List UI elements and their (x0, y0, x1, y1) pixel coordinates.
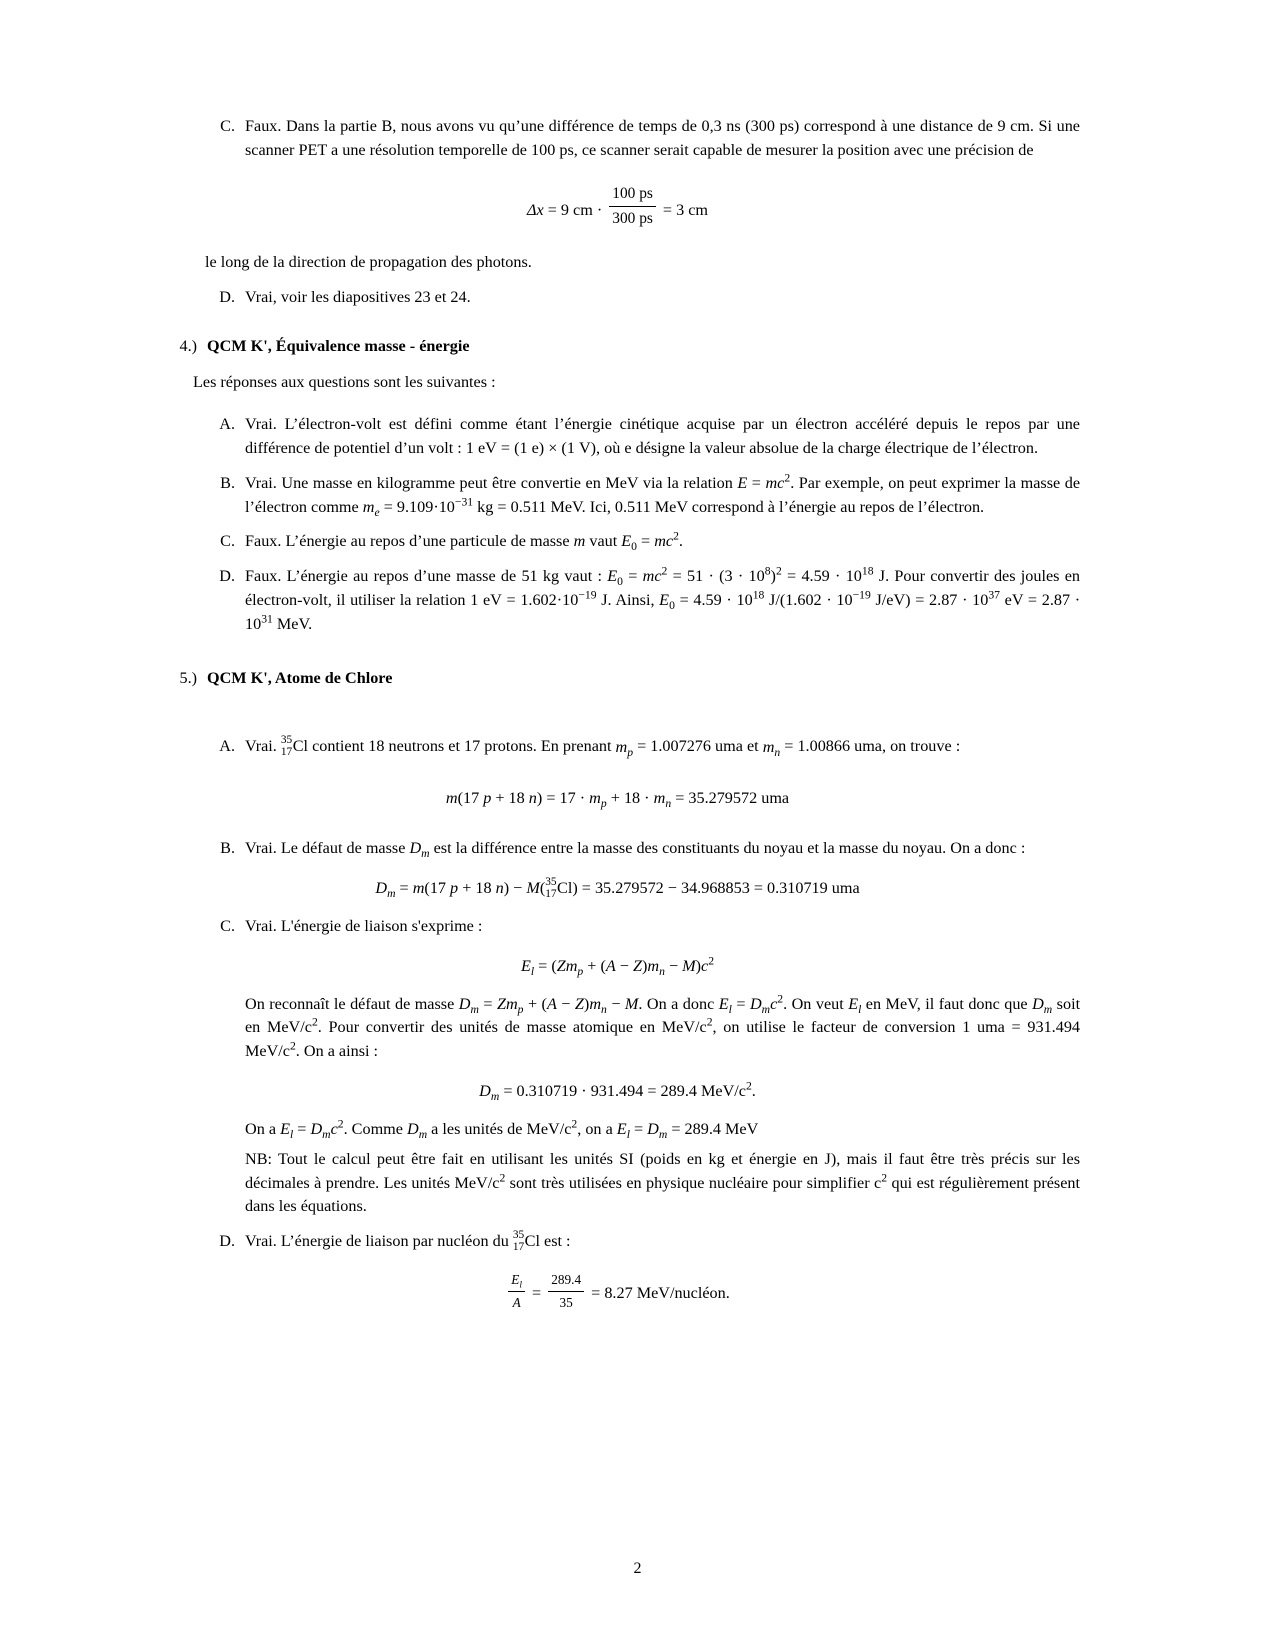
answer-item-5c (205, 915, 1080, 939)
equation-mass-defect: $D_m = m(17$ p + 18 n) − M( 35 17 Cl) = 35.279572 − 34.968853 = 0.310719 uma (375, 876, 860, 901)
answer-item-3c (205, 115, 1080, 163)
answer-text: Vrai. L’énergie de liaison par nucléon du 35 17 Cl est : (245, 1229, 571, 1253)
equation-binding-energy: $E_l = (Zm_p + (A - Z)m_n - M)c^2$ (520, 954, 715, 979)
question-title: QCM K', Atome de Chlore (207, 668, 393, 687)
answer-text: Vrai. L'énergie de liaison s'exprime : (245, 917, 483, 935)
answer-text: Vrai. Le défaut de masse $D_m$ est la différence entre la masse des constituants du noyau et la masse du noyau. On a donc : (245, 839, 1026, 861)
answer-text: Vrai. 35 17 Cl contient 18 neutrons et 17 protons. En prenant $m_p = 1.007276$ uma et $m_n = 1.00866$ uma, on trouve : (245, 734, 961, 759)
question-heading-5 (155, 667, 1080, 691)
answer-label: A. (219, 737, 235, 756)
answer-item-5d (205, 1230, 1080, 1254)
answer-text: Vrai. L’électron-volt est défini comme étant l’énergie cinétique acquise par un électron accéléré depuis le repos par une différence de potentiel d’un volt : 1 eV = (1 e) × (1 V), où e désigne la valeur absolue de la charge électrique de l’électron. (245, 415, 1080, 457)
page-number: 2 (633, 1560, 642, 1577)
answer-label: C. (220, 532, 235, 551)
answer-label: C. (220, 117, 235, 135)
answer-text: Faux. L’énergie au repos d’une masse de 51 kg vaut : $E_0 = mc^2 = 51 \cdot (3 \cdot 10^8)^2 = 4.59 \cdot 10^{18}$ J. Pour convertir des joules en électron-volt, il utiliser la relation 1 eV = $1.602\cdot 10^{-19}$ J. Ainsi, $E_0 = 4.59 \cdot 10^{18}$ $J/(1.602 \cdot 10^{-19}$ $J/eV) = 2.87 \cdot 10^{37}$ eV = $2.87 \cdot 10^{31}$ MeV. (245, 564, 1081, 633)
question-number: 4.) (179, 337, 197, 356)
answer-item-4c (205, 530, 1080, 554)
document-body (155, 115, 1080, 1312)
question-heading-4 (155, 335, 1080, 359)
paragraph-5c-1: On reconnaît le défaut de masse $D_m = Zm_p + (A - Z)m_n - M$. On a donc $E_l = D_mc^2$. On veut $E_l$ en MeV, il faut donc que $D_m$ soit en MeV/$c^2$. Pour convertir des unités de masse atomique en MeV/$c^2$, on utilise le facteur de conversion 1 uma = 931.494 MeV/$c^2$. On a ainsi : (245, 992, 1081, 1061)
answer-item-5b (205, 837, 1080, 861)
answer-text: Faux. Dans la partie B, nous avons vu qu’une différence de temps de 0,3 ns (300 ps) correspond à une distance de 9 cm. Si une scanner PET a une résolution temporelle de 100 ps, ce scanner serait capable de mesurer la position avec une précision de (245, 117, 1080, 159)
answer-label: D. (219, 1232, 235, 1251)
answer-label: C. (220, 917, 235, 935)
answer-item-4a (205, 413, 1080, 461)
answer-text: Faux. L’énergie au repos d’une particule de masse m vaut $E_0 = mc^2$. (245, 529, 683, 554)
question-number: 5.) (179, 668, 197, 687)
answer-label: B. (220, 839, 235, 858)
question-title: QCM K', Équivalence masse - énergie (207, 337, 470, 356)
answer-item-4d (205, 565, 1080, 636)
equation-binding-energy-per-nucleon: $\frac{E_l}{A}$ = $\frac{289.4}{35}$ = 8.27 MeV/nucléon. (155, 1270, 1080, 1312)
answer-item-3d (205, 286, 1080, 310)
answer-text: Vrai, voir les diapositives 23 et 24. (245, 287, 471, 306)
answer-3c-continuation: le long de la direction de propagation des photons. (205, 252, 532, 271)
paragraph-5c-2: On a $E_l = D_mc^2$. Comme $D_m$ a les unités de MeV/$c^2$, on a $E_l = D_m = 289.4$ MeV (245, 1117, 759, 1142)
equation-delta-x: Δx = 9 cm · $\frac{100 ps}{300 ps}$ = 3 cm (526, 184, 709, 228)
answer-label: D. (219, 287, 235, 306)
answer-item-5a (205, 735, 1080, 759)
answer-item-4b (205, 472, 1080, 520)
answer-label: B. (220, 473, 235, 492)
equation-mass-sum: m(17 p + 18 $n) = 17 \cdot m_p + 18 \cdot m_n = 35.279572$ uma (445, 789, 790, 811)
question-4-intro: Les réponses aux questions sont les suivantes : (193, 373, 496, 392)
nuclide-prescript: 35 17 (280, 734, 293, 758)
equation-mass-defect-mev: $D_m = 0.310719 \cdot 931.494 = 289.4$ MeV/$c^2$. (479, 1079, 756, 1104)
paragraph-5c-3: NB: Tout le calcul peut être fait en utilisant les unités SI (poids en kg et énergie en J), mais il faut être très précis sur les décimales à prendre. Les unités MeV/$c^2$ sont très utilisées en physique nucléaire pour simplifier $c^2$ qui est régulièrement présent dans les équations. (245, 1149, 1081, 1216)
answer-label: D. (219, 567, 235, 586)
answer-label: A. (219, 415, 235, 434)
answer-text: Vrai. Une masse en kilogramme peut être convertie en MeV via la relation $E = mc^2$. Par exemple, on peut exprimer la masse de l’électron comme $m_e = 9.109\cdot 10^{-31}$ kg = 0.511 MeV. Ici, 0.511 MeV correspond à l’énergie au repos de l’électron. (245, 471, 1080, 519)
